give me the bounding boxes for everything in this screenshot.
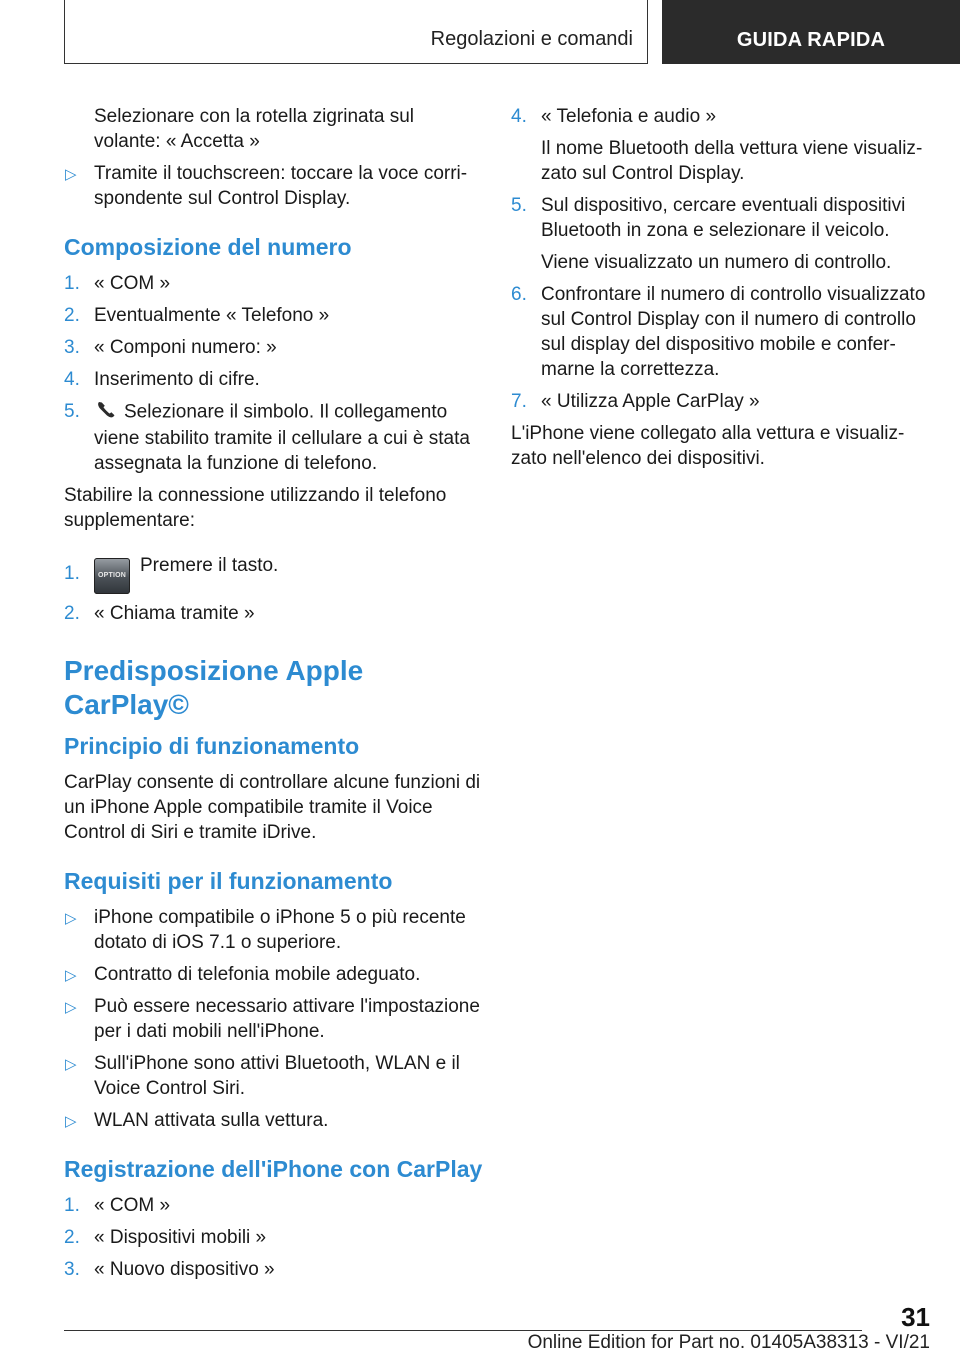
step-text: « Telefonia e audio »: [541, 106, 717, 127]
list-item: [511, 193, 931, 243]
header-section-tab: [64, 0, 648, 64]
list-item: [64, 399, 484, 476]
footer-divider: [64, 1330, 862, 1331]
step-text: « COM »: [94, 273, 171, 294]
intro-continuation: Selezionare con la rotella zigrinata sul volante: « Accetta »: [94, 106, 415, 152]
step-number: 3.: [64, 1259, 80, 1280]
step-number: 4.: [64, 369, 80, 390]
step-text: Inserimento di cifre.: [94, 369, 260, 390]
step-number: 6.: [511, 284, 527, 305]
section-heading-registration: Registrazione dell'iPhone con CarPlay: [64, 1156, 483, 1182]
triangle-bullet-icon: ▷: [65, 999, 77, 1016]
list-item: [64, 1108, 484, 1133]
left-column: [64, 104, 484, 1289]
closing-text: L'iPhone viene collegato alla vettura e visualizzato nell'elenco dei dispositivi.: [511, 423, 905, 469]
step-detail: Viene visualizzato un numero di controllo.: [541, 252, 892, 273]
requirement-text: Sull'iPhone sono attivi Bluetooth, WLAN e il Voice Control Siri.: [94, 1053, 460, 1099]
principle-text: CarPlay consente di controllare alcune funzioni di un iPhone Apple compatibile tramite il Voice Control di Siri e tramite iDrive.: [64, 772, 481, 843]
list-item: [64, 335, 484, 360]
step-number: 7.: [511, 391, 527, 412]
list-item: [64, 601, 484, 626]
list-item: [64, 1193, 484, 1218]
step-detail: Il nome Bluetooth della vettura viene visualizzato sul Control Display.: [541, 138, 923, 184]
step-text: « Chiama tramite »: [94, 603, 255, 624]
list-item: [511, 389, 931, 414]
list-item: [64, 303, 484, 328]
requirement-text: Contratto di telefonia mobile adeguato.: [94, 964, 421, 985]
step-text: Premere il tasto.: [140, 555, 279, 576]
step-text: « COM »: [94, 1195, 171, 1216]
header-guide-tab: [662, 0, 960, 64]
section-heading-dial: Composizione del numero: [64, 234, 352, 260]
list-item: [64, 367, 484, 392]
list-item: [64, 553, 484, 594]
list-item: [64, 994, 484, 1044]
section-heading-requirements: Requisiti per il funzionamento: [64, 868, 393, 894]
option-button-icon: OPTION: [94, 558, 130, 594]
list-item: [64, 1225, 484, 1250]
note-text: Stabilire la connessione utilizzando il telefono supplementare:: [64, 485, 447, 531]
step-text: « Componi numero: »: [94, 337, 277, 358]
footer-edition: Online Edition for Part no. 01405A38313 - VI/21: [527, 1332, 930, 1353]
step-number: 2.: [64, 603, 80, 624]
intro-bullet-text: Tramite il touchscreen: toccare la voce corrispondente sul Control Display.: [94, 163, 468, 209]
step-text: Eventualmente « Telefono »: [94, 305, 330, 326]
step-number: 2.: [64, 305, 80, 326]
list-item: [64, 271, 484, 296]
requirement-text: iPhone compatibile o iPhone 5 o più recente dotato di iOS 7.1 o superiore.: [94, 907, 466, 953]
step-text: « Dispositivi mobili »: [94, 1227, 267, 1248]
triangle-bullet-icon: ▷: [65, 967, 77, 984]
section-heading-principle: Principio di funzionamento: [64, 733, 360, 759]
phone-handset-icon: [96, 399, 118, 426]
triangle-bullet-icon: ▷: [65, 166, 77, 183]
step-text: Sul dispositivo, cercare eventuali dispositivi Bluetooth in zona e selezionare il veicolo.: [541, 195, 906, 241]
list-item: [64, 1051, 484, 1101]
list-item: [511, 282, 931, 382]
header-guide-title: GUIDA RAPIDA: [736, 29, 886, 51]
step-number: 3.: [64, 337, 80, 358]
list-item: [511, 104, 931, 129]
header-section-title: Regolazioni e comandi: [430, 28, 633, 50]
triangle-bullet-icon: ▷: [65, 1113, 77, 1130]
step-number: 5.: [64, 401, 80, 422]
main-heading-carplay: Predisposizione Apple CarPlay©: [64, 655, 364, 720]
requirement-text: Può essere necessario attivare l'impostazione per i dati mobili nell'iPhone.: [94, 996, 480, 1042]
step-text: Selezionare il simbolo. Il collegamento viene stabilito tramite il cellulare a cui è stata assegnata la funzione di telefono.: [94, 401, 470, 474]
triangle-bullet-icon: ▷: [65, 1056, 77, 1073]
step-text: « Nuovo dispositivo »: [94, 1259, 275, 1280]
list-item: [64, 905, 484, 955]
triangle-bullet-icon: ▷: [65, 910, 77, 927]
page-number: 31: [901, 1302, 930, 1332]
step-text: « Utilizza Apple CarPlay »: [541, 391, 760, 412]
step-number: 4.: [511, 106, 527, 127]
step-number: 5.: [511, 195, 527, 216]
step-number: 1.: [64, 273, 80, 294]
requirement-text: WLAN attivata sulla vettura.: [94, 1110, 329, 1131]
list-item: [64, 161, 484, 211]
step-text: Confrontare il numero di controllo visualizzato sul Control Display con il numero di controllo sul display del dispositivo mobile e confermarne la correttezza.: [541, 284, 926, 380]
step-number: 1.: [64, 563, 80, 584]
step-number: 1.: [64, 1195, 80, 1216]
list-item: [64, 962, 484, 987]
right-column: [511, 104, 931, 478]
step-number: 2.: [64, 1227, 80, 1248]
list-item: [64, 1257, 484, 1282]
